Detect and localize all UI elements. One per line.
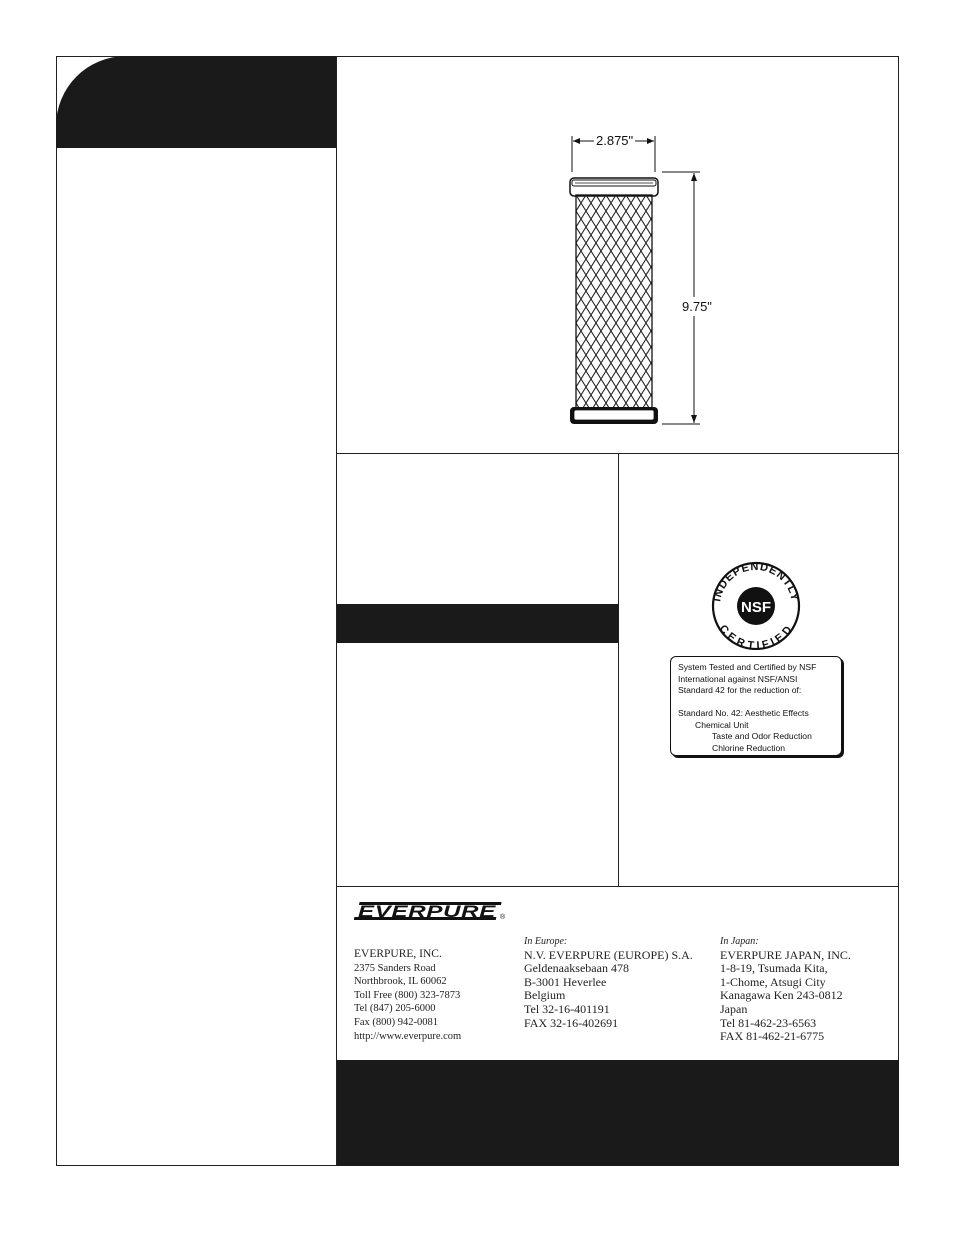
usa-address (354, 948, 461, 1043)
nsf-seal-center-text: NSF (741, 599, 771, 616)
cert-line: Taste and Odor Reduction (712, 731, 812, 741)
europe-address (524, 935, 693, 1030)
everpure-logo (354, 900, 506, 922)
japan-tel: Tel 81-462-23-6563 (720, 1015, 817, 1030)
japan-country: Japan (720, 1001, 748, 1016)
section-heading-bar (337, 604, 618, 643)
europe-country: Belgium (524, 988, 566, 1003)
japan-address-line: Kanagawa Ken 243-0812 (720, 988, 843, 1003)
nsf-seal-icon (706, 560, 806, 650)
usa-address-line: 2375 Sanders Road (354, 962, 436, 974)
japan-address-line: 1-Chome, Atsugi City (720, 974, 826, 989)
cert-line: Standard No. 42: Aesthetic Effects (678, 708, 809, 718)
height-dimension-label: 9.75" (682, 299, 712, 314)
usa-fax: Fax (800) 942-0081 (354, 1016, 438, 1028)
cert-line: International against NSF/ANSI (678, 673, 798, 684)
cert-line: Chlorine Reduction (712, 742, 786, 753)
usa-company-name: EVERPURE, INC. (354, 948, 442, 960)
usa-tel: Tel (847) 205-6000 (354, 1003, 436, 1015)
europe-company-name: N.V. EVERPURE (EUROPE) S.A. (524, 947, 693, 962)
europe-heading: In Europe: (524, 936, 568, 947)
europe-address-line: B-3001 Heverlee (524, 974, 607, 989)
europe-tel: Tel 32-16-401191 (524, 1001, 610, 1016)
cert-line: Standard 42 for the reduction of: (678, 685, 802, 695)
japan-address (720, 935, 851, 1044)
nsf-certification-box (670, 656, 842, 756)
japan-company-name: EVERPURE JAPAN, INC. (720, 947, 851, 962)
middle-column-divider (618, 454, 619, 886)
usa-website: http://www.everpure.com (354, 1030, 462, 1042)
cert-line: Chemical Unit (695, 719, 749, 730)
japan-heading: In Japan: (720, 936, 759, 947)
filter-cartridge-drawing (540, 125, 730, 435)
japan-address-line: 1-8-19, Tsumada Kita, (720, 961, 828, 976)
header-tab (56, 56, 337, 148)
contacts-section-divider (337, 886, 899, 887)
width-dimension-label: 2.875" (596, 133, 634, 148)
registered-mark: ® (500, 914, 506, 921)
europe-fax: FAX 32-16-402691 (524, 1015, 619, 1030)
japan-fax: FAX 81-462-21-6775 (720, 1029, 825, 1044)
footer-bar (337, 1060, 899, 1166)
everpure-logo-text: EVERPURE (358, 902, 497, 921)
europe-address-line: Geldenaaksebaan 478 (524, 961, 629, 976)
nsf-seal-top-text: INDEPENDENTLY (711, 560, 801, 603)
cert-line (678, 697, 834, 709)
usa-address-line: Northbrook, IL 60062 (354, 976, 447, 988)
usa-toll-free: Toll Free (800) 323-7873 (354, 989, 461, 1001)
everpure-logo-graphic (354, 900, 506, 922)
nsf-seal-bottom-text: CERTIFIED (716, 622, 796, 650)
cert-line: System Tested and Certified by NSF (678, 662, 817, 672)
